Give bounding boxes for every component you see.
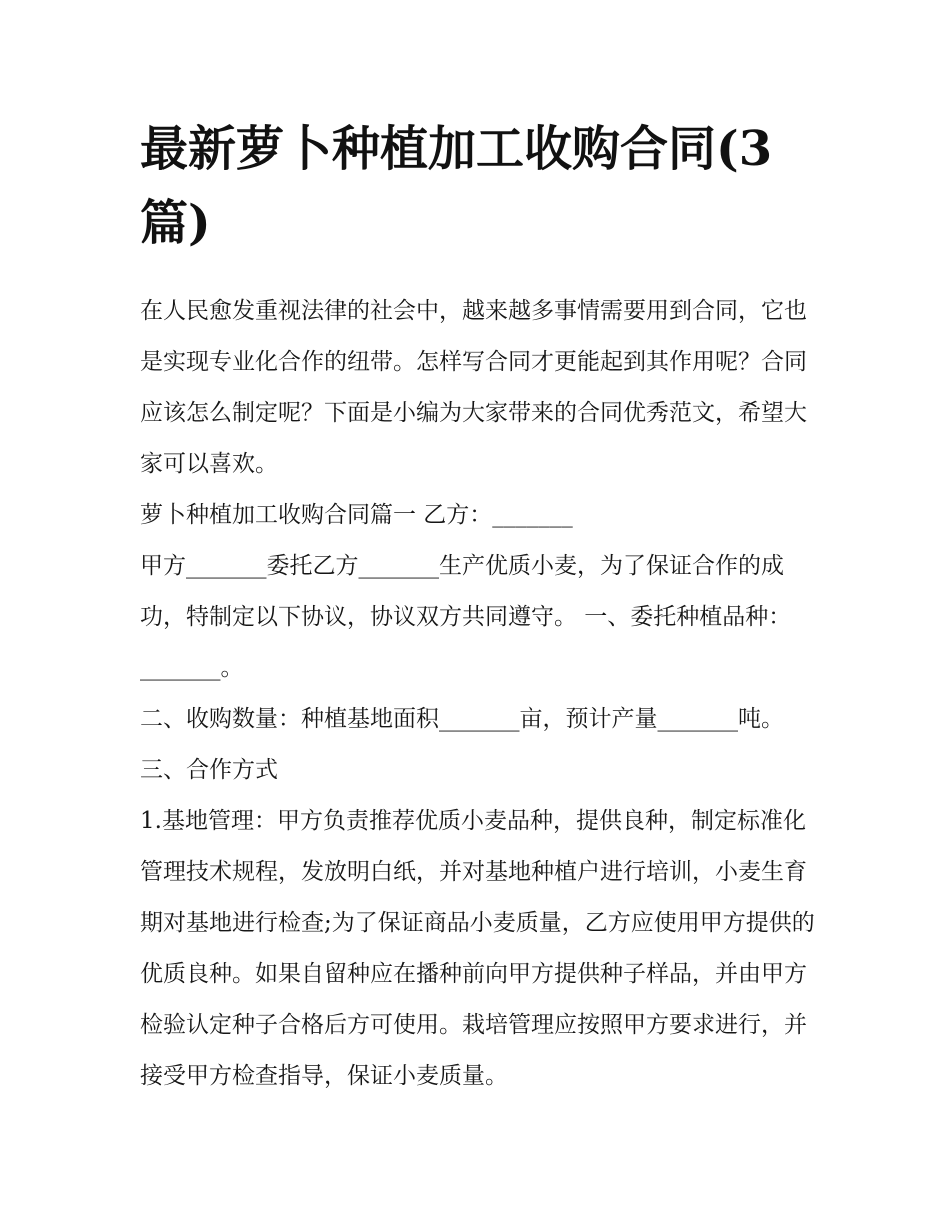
document-title: 最新萝卜种植加工收购合同(3篇)	[140, 121, 773, 251]
purchase-quantity-paragraph: 二、收购数量：种植基地面积_______亩，预计产量_______吨。 三、合作方式	[140, 706, 784, 783]
base-management-paragraph: 1.基地管理：甲方负责推荐优质小麦品种，提供良种，制定标准化管理技术规程，发放明白纸，并对基地种植户进行培训，小麦生育期对基地进行检查;为了保证商品小麦质量，乙方应使用甲方提供的优质良种。如果自留种应在播种前向甲方提供种子样品，并由甲方检验认定种子合格后方可使用。栽培管理应按照甲方要求进行，并接受甲方检查指导，保证小麦质量。	[140, 808, 815, 1089]
contract-heading-paragraph: 萝卜种植加工收购合同篇一 乙方：_______	[140, 502, 573, 528]
document-content	[140, 112, 815, 1102]
commission-paragraph: 甲方_______委托乙方_______生产优质小麦，为了保证合作的成功，特制定以下协议，协议双方共同遵守。 一、委托种植品种：_______。	[140, 553, 792, 681]
document-body	[140, 286, 815, 1102]
intro-paragraph: 在人民愈发重视法律的社会中，越来越多事情需要用到合同，它也是实现专业化合作的纽带。怎样写合同才更能起到其作用呢？合同应该怎么制定呢？下面是小编为大家带来的合同优秀范文，希望大家可以喜欢。	[140, 298, 807, 477]
